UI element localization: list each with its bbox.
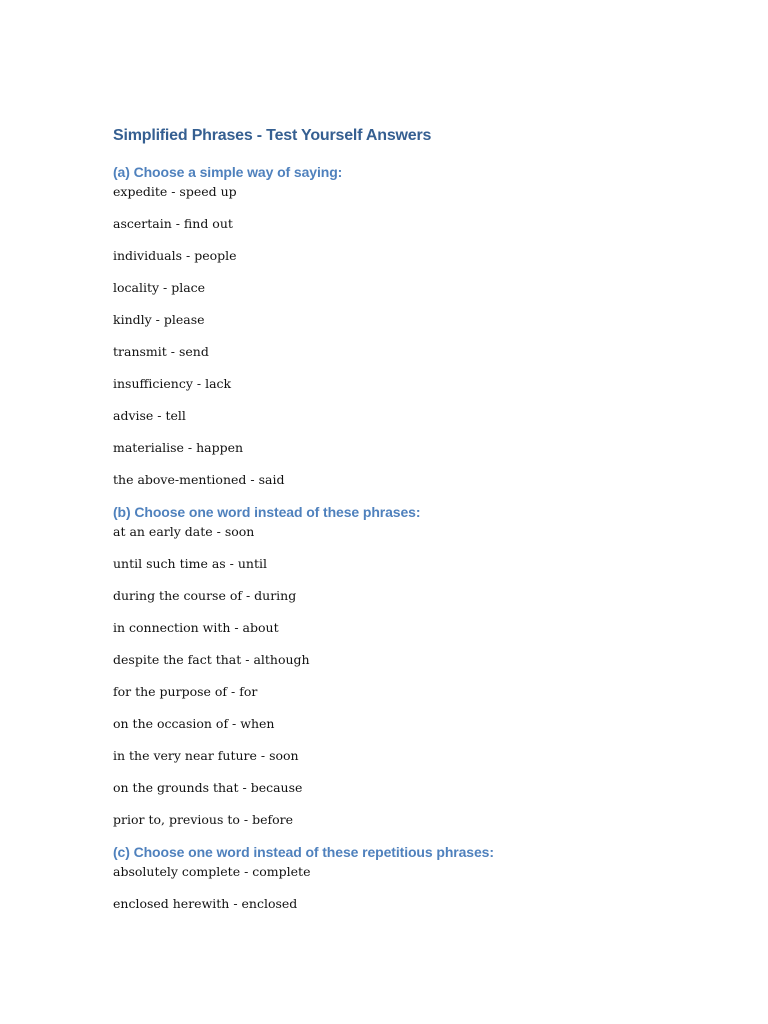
list-item: enclosed herewith - enclosed <box>113 896 298 911</box>
list-item: ascertain - find out <box>113 216 233 231</box>
list-item: during the course of - during <box>113 588 297 603</box>
list-item: for the purpose of - for <box>113 684 258 699</box>
list-item: despite the fact that - although <box>113 652 310 667</box>
section-a-list <box>113 183 713 503</box>
list-item: on the grounds that - because <box>113 780 303 795</box>
list-item: transmit - send <box>113 344 209 359</box>
list-item: absolutely complete - complete <box>113 864 311 879</box>
list-item: in the very near future - soon <box>113 748 299 763</box>
list-item: advise - tell <box>113 408 186 423</box>
section-b <box>113 503 713 843</box>
list-item: on the occasion of - when <box>113 716 275 731</box>
list-item: individuals - people <box>113 248 237 263</box>
list-item: at an early date - soon <box>113 524 255 539</box>
list-item: expedite - speed up <box>113 184 237 199</box>
section-a-heading: (a) Choose a simple way of saying: <box>113 164 343 180</box>
document-page <box>113 125 713 927</box>
section-b-list <box>113 523 713 843</box>
list-item: prior to, previous to - before <box>113 812 293 827</box>
section-c-heading: (c) Choose one word instead of these repetitious phrases: <box>113 844 494 860</box>
list-item: materialise - happen <box>113 440 244 455</box>
list-item: insufficiency - lack <box>113 376 232 391</box>
list-item: until such time as - until <box>113 556 267 571</box>
list-item: in connection with - about <box>113 620 279 635</box>
section-a <box>113 163 713 503</box>
section-c-list <box>113 863 713 927</box>
section-b-heading: (b) Choose one word instead of these phrases: <box>113 504 421 520</box>
section-c <box>113 843 713 927</box>
list-item: the above-mentioned - said <box>113 472 285 487</box>
document-title: Simplified Phrases - Test Yourself Answers <box>113 127 432 144</box>
list-item: locality - place <box>113 280 206 295</box>
list-item: kindly - please <box>113 312 205 327</box>
